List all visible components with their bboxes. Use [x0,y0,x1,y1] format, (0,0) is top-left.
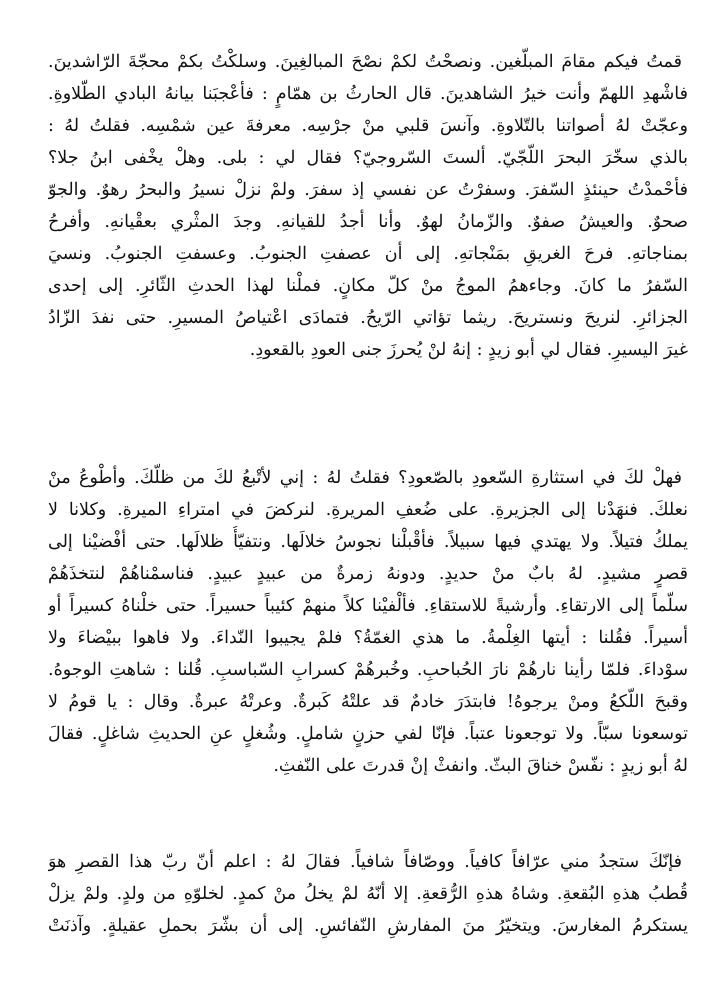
text-line: نعلكَ. فنهَدْنا إلى الجزيرةِ. على ضُعفِ المريرةِ. لنركضَ في امتراءِ الميرةِ. وكلانا لا [48,500,688,520]
text-line: وعجّتْ لهُ أصواتنا بالتّلاوةِ. وآنسَ قلبي منْ جرْسِه. معرفةَ عين شمْسِه. فقلتُ لهُ : [48,116,688,136]
text-line: الجزائرِ. لنريحَ ونستريحَ. ريثما تؤاتي الرّيحُ. فتمادَى اعْتياصُ المسيرِ. حتى نفدَ الزّادُ [48,308,688,328]
text-line: فإنّكَ ستجدُ مني عرّافاً كافياً. ووصّافاً شافياً. فقالَ لهُ : اعلم أنّ ربّ هذا القصرِ هوَ [48,852,682,872]
text-line: وقبحَ اللّكعُ ومنْ يرجوهُ! فابتدَرَ خادمٌ قد علتْهُ كَبرةٌ. وعرتْهُ عبرةٌ. وقال : يا قومُ لا [48,692,688,712]
paragraph-1 [48,46,688,366]
text-line: غيرَ اليسيرِ. فقال لي أبو زيدٍ : إنهُ لنْ يُحرزَ جنى العودِ بالقعودِ. [249,340,688,360]
text-line: قمتُ فيكم مقامَ المبلّغين. ونصحْتُ لكمْ نصْحَ المبالغِينَ. وسلكْتُ بكمْ محجّةَ الرّاشدينَ. [48,52,682,72]
text-line: لهُ أبو زيدٍ : نفّسْ خناقَ البثّ. وانفثْ إنْ قدرتَ على النّفثِ. [273,756,688,776]
text-line: فاشْهدِ اللهمّ وأنت خيرُ الشاهدينَ. قال الحارثُ بن همّامٍ : فأعْجبَنا بيانهُ البادي الطّلاوةِ. [48,84,688,104]
text-line: بالذي سخّرَ البحرَ اللّجّيّ. ألستَ السّروجيّ؟ فقال لي : بلى. وهلْ يخْفى ابنُ جلا؟ [48,148,688,168]
text-line: أسيراً. فقُلنا : أيتها الغِلْمةُ. ما هذي الغمّةُ؟ فلمْ يجيبوا النّداءَ. ولا فاهوا ببيْضاءَ ولا [48,628,688,648]
text-line: صحوٌ. والعيشُ صفوٌ. والزّمانُ لهوٌ. وأنا أجدُ للقيانهِ. وجدَ المثْري بعقْيانهِ. وأفرحُ [48,212,688,232]
paragraph-3 [48,846,688,942]
text-line: يستكرمُ المغارسَ. ويتخيّرُ منَ المفارشِ النّفائسِ. إلى أن بشّرَ بحملِ عقيلةٍ. وآذنَتْ [48,916,688,936]
text-line: توسعونا سبّاً. ولا توجعونا عتباً. فإنّا لفي حزنٍ شاملٍ. وشُغلٍ عنِ الحديثِ شاغلٍ. فقالَ [48,724,688,744]
text-line: يملكُ فتيلاً. ولا يهتدي فيها سبيلاً. فأقْبلْنا نجوسُ خلالَها. ونتفيّأُ ظلالَها. حتى أفْضيْنا إلى [48,532,688,552]
text-line: فأحْمدْتُ حينئذٍ السّفرَ. وسفرْتُ عن نفسي إذ سفرَ. ولمْ نزلْ نسيرُ والبحرُ رهوٌ. والجوّ [48,180,688,200]
text-line: قُطبُ هذهِ البُقعةِ. وشاهُ هذهِ الرُّقعةِ. إلا أنّهُ لمْ يخلُ منْ كمدٍ. لخلوّهِ من ولدٍ. ولمْ يزلْ [48,884,688,904]
text-line: فهلْ لكَ في استثارةِ السّعودِ بالصّعودِ؟ فقلتُ لهُ : إني لأتْبعُ لكَ من ظلّكَ. وأطْوعُ منْ [48,468,682,488]
paragraph-2 [48,462,688,782]
text-line: بمناجاتهِ. فرحَ الغريقِ بمَنْجاتهِ. إلى أن عصفتِ الجنوبُ. وعسفتِ الجنوبُ. ونسيَ [48,244,688,264]
text-line: سلّماً إلى الارتقاءِ. وأرشيةً للاستقاءِ. فألْفيْنا كلاً منهمْ كئيباً حسيراً. حتى خلْناهُ كسيراً أو [48,596,688,616]
text-line: السّفرُ ما كانَ. وجاءهمُ الموجُ منْ كلّ مكانٍ. فملْنا لهذا الحدثِ الثّائرِ. إلى إحدى [48,276,688,296]
text-line: سوْداءَ. فلمّا رأينا نارهُمْ نارَ الحُباحبِ. وخُبرهُمْ كسرابِ السّباسبِ. قُلنا : شاهتِ الوجوهُ. [48,660,688,680]
text-line: قصرٍ مشيدٍ. لهُ بابٌ منْ حديدٍ. ودونهُ زمرةٌ من عبيدٍ عبيدٍ. فناسمْناهُمْ لنتخذَهُمْ [48,564,688,584]
